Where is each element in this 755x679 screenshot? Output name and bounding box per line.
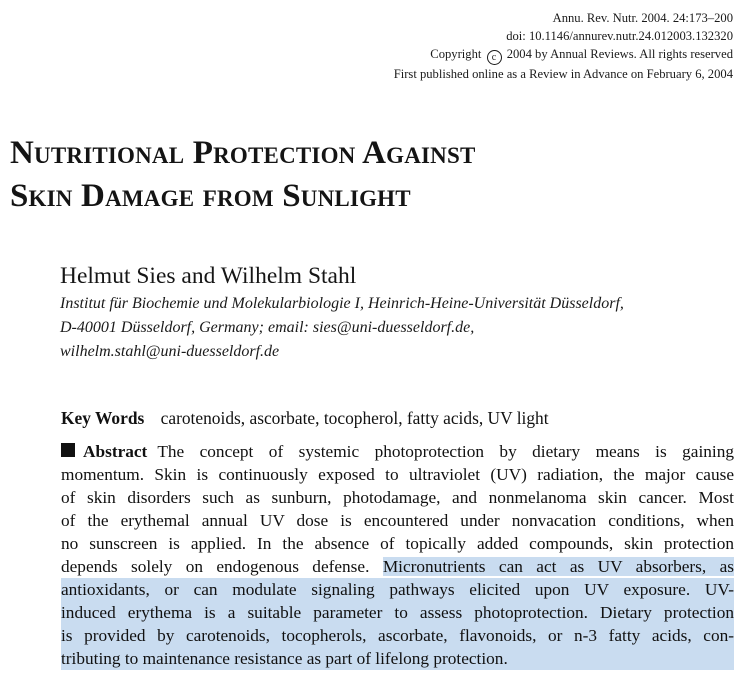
- highlighted-text[interactable]: is provided by carotenoids, tocopherols, ascorbate, flavonoids, or n-3 fatty acids, con-: [61, 626, 734, 645]
- copyright-icon: c: [487, 50, 502, 65]
- keywords-label: Key Words: [61, 408, 145, 428]
- abstract-line: of the erythemal annual UV dose is encountered under nonvacation conditions, when: [61, 511, 734, 530]
- highlighted-text[interactable]: Micronutrients can act as UV absorbers, as: [382, 557, 734, 576]
- affiliation-line-2: D-40001 Düsseldorf, Germany; email: sies@uni-duesseldorf.de,: [60, 319, 475, 336]
- copyright-label: Copyright: [430, 47, 482, 61]
- keywords: [61, 406, 549, 430]
- abstract-label: Abstract: [83, 442, 148, 461]
- highlighted-text[interactable]: induced erythema is a suitable parameter to assess photoprotection. Dietary protection: [61, 603, 734, 622]
- affiliation-line-3: wilhelm.stahl@uni-duesseldorf.de: [60, 343, 280, 360]
- authors: Helmut Sies and Wilhelm Stahl: [60, 263, 357, 289]
- square-bullet-icon: [61, 443, 75, 457]
- abstract: [61, 440, 734, 670]
- abstract-text: The concept of systemic photoprotection by dietary means is gaining: [157, 442, 734, 461]
- affiliation: [60, 292, 624, 364]
- copyright-text: 2004 by Annual Reviews. All rights reserved: [506, 47, 733, 61]
- first-published-line: First published online as a Review in Advance on February 6, 2004: [393, 67, 733, 81]
- doi-line: doi: 10.1146/annurev.nutr.24.012003.132320: [506, 29, 733, 43]
- keywords-text: carotenoids, ascorbate, tocopherol, fatty acids, UV light: [160, 408, 549, 428]
- highlighted-text[interactable]: tributing to maintenance resistance as part of lifelong protection.: [61, 647, 734, 670]
- abstract-line: [61, 440, 734, 463]
- abstract-line: momentum. Skin is continuously exposed to ultraviolet (UV) radiation, the major cause: [61, 465, 734, 484]
- publication-metadata: [394, 9, 733, 83]
- journal-citation: Annu. Rev. Nutr. 2004. 24:173–200: [552, 11, 733, 25]
- affiliation-line-1: Institut für Biochemie und Molekularbiologie I, Heinrich-Heine-Universität Düsseldorf,: [60, 295, 624, 312]
- abstract-line: [61, 555, 734, 578]
- title-line-1: Nutritional Protection Against: [10, 135, 476, 171]
- highlighted-text[interactable]: antioxidants, or can modulate signaling pathways elicited upon UV exposure. UV-: [61, 580, 734, 599]
- title-line-2: Skin Damage from Sunlight: [10, 178, 411, 214]
- article-title: [10, 132, 476, 218]
- copyright-line: [394, 45, 733, 65]
- abstract-line: no sunscreen is applied. In the absence of topically added compounds, skin protection: [61, 534, 734, 553]
- abstract-text: depends solely on endogenous defense.: [61, 557, 370, 576]
- abstract-line: of skin disorders such as sunburn, photodamage, and nonmelanoma skin cancer. Most: [61, 488, 734, 507]
